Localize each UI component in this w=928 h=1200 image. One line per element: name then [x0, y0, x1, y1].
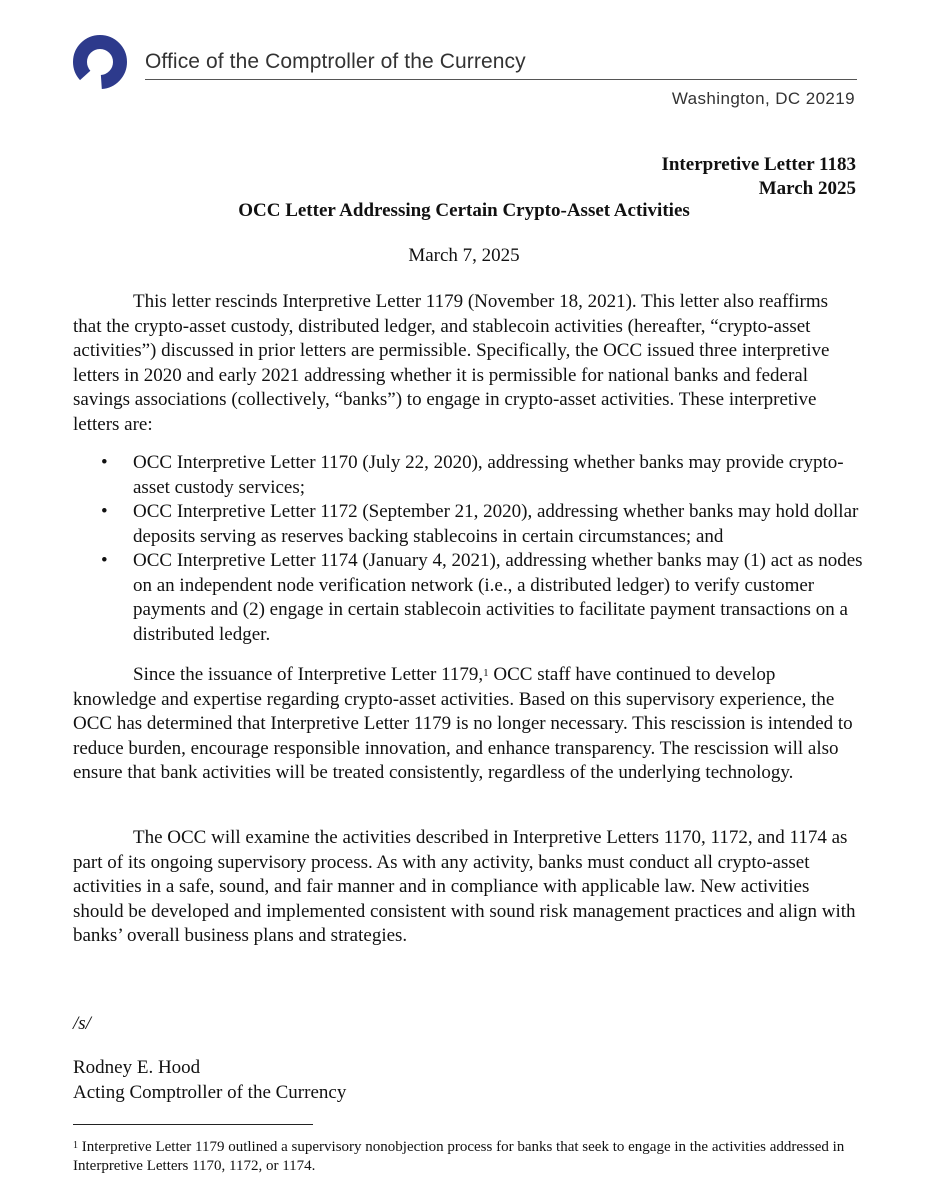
list-item: [73, 500, 863, 549]
footnote: [73, 1138, 863, 1176]
signatory-title: Acting Comptroller of the Currency: [73, 1081, 347, 1103]
list-item-text: OCC Interpretive Letter 1170 (July 22, 2020), addressing whether banks may provide crypto-asset custody services;: [133, 452, 844, 498]
body-paragraph-3: The OCC will examine the activities described in Interpretive Letters 1170, 1172, and 1174 as part of its ongoing supervisory process. As with any activity, banks must conduct all crypto-asset activities in a safe, sound, and fair manner and in compliance with applicable law. New activities should be developed and implemented consistent with sound risk management practices and align with banks’ overall business plans and strategies.: [73, 827, 856, 946]
letter-number: Interpretive Letter 1183: [661, 154, 856, 175]
list-item-text: OCC Interpretive Letter 1174 (January 4, 2021), addressing whether banks may (1) act as nodes on an independent node verification network (i.e., a distributed ledger) to verify customer payments and (2) engage in certain stablecoin activities to facilitate payment transactions on a distributed ledger.: [133, 550, 863, 645]
signatory-name: Rodney E. Hood: [73, 1057, 201, 1078]
bullet-marker: •: [101, 550, 108, 571]
paragraph-2-rest: OCC staff have continued to develop knowledge and expertise regarding crypto-asset activities. Based on this supervisory experience, the OCC has determined that Interpretive Letter 1179 is no longer necessary. This rescission is intended to reduce burden, encourage responsible innovation, and enhance transparency. The rescission will also ensure that bank activities will be treated consistently, regardless of the underlying technology.: [73, 664, 853, 783]
list-item: [73, 451, 863, 500]
agency-location: Washington, DC 20219: [671, 89, 855, 108]
body-paragraph-2: [73, 663, 858, 786]
list-item: [73, 549, 863, 647]
body-paragraph-1: This letter rescinds Interpretive Letter 1179 (November 18, 2021). This letter also reaffirms that the crypto-asset custody, distributed ledger, and stablecoin activities (hereafter, “crypto-asset activities”) discussed in prior letters are permissible. Specifically, the OCC issued three interpretive letters in 2020 and early 2021 addressing whether it is permissible for national banks and federal savings associations (collectively, “banks”) to engage in crypto-asset activities. These interpretive letters are:: [73, 291, 830, 435]
footnote-reference: 1: [483, 667, 489, 679]
list-item-text: OCC Interpretive Letter 1172 (September 21, 2020), addressing whether banks may hold dollar deposits serving as reserves backing stablecoins in certain circumstances; and: [133, 501, 859, 547]
header-divider: [145, 79, 857, 80]
letter-date: March 7, 2025: [408, 245, 520, 266]
footnote-text: Interpretive Letter 1179 outlined a supervisory nonobjection process for banks that seek to engage in the activities addressed in Interpretive Letters 1170, 1172, or 1174.: [73, 1139, 845, 1174]
footnote-divider: [73, 1124, 313, 1125]
letter-title: OCC Letter Addressing Certain Crypto-Asset Activities: [238, 200, 690, 221]
bullet-marker: •: [101, 501, 108, 522]
footnote-number: 1: [73, 1140, 78, 1151]
interpretive-letters-list: [73, 451, 863, 647]
letter-month: March 2025: [758, 178, 856, 199]
bullet-marker: •: [101, 452, 108, 473]
paragraph-2-lead: Since the issuance of Interpretive Letter 1179,: [133, 664, 484, 685]
occ-logo-icon: [72, 34, 128, 90]
letter-identifier: [661, 153, 856, 201]
signature-mark: /s/: [73, 1013, 91, 1034]
signature-block: [73, 1056, 346, 1105]
agency-name: Office of the Comptroller of the Currency: [145, 50, 526, 73]
